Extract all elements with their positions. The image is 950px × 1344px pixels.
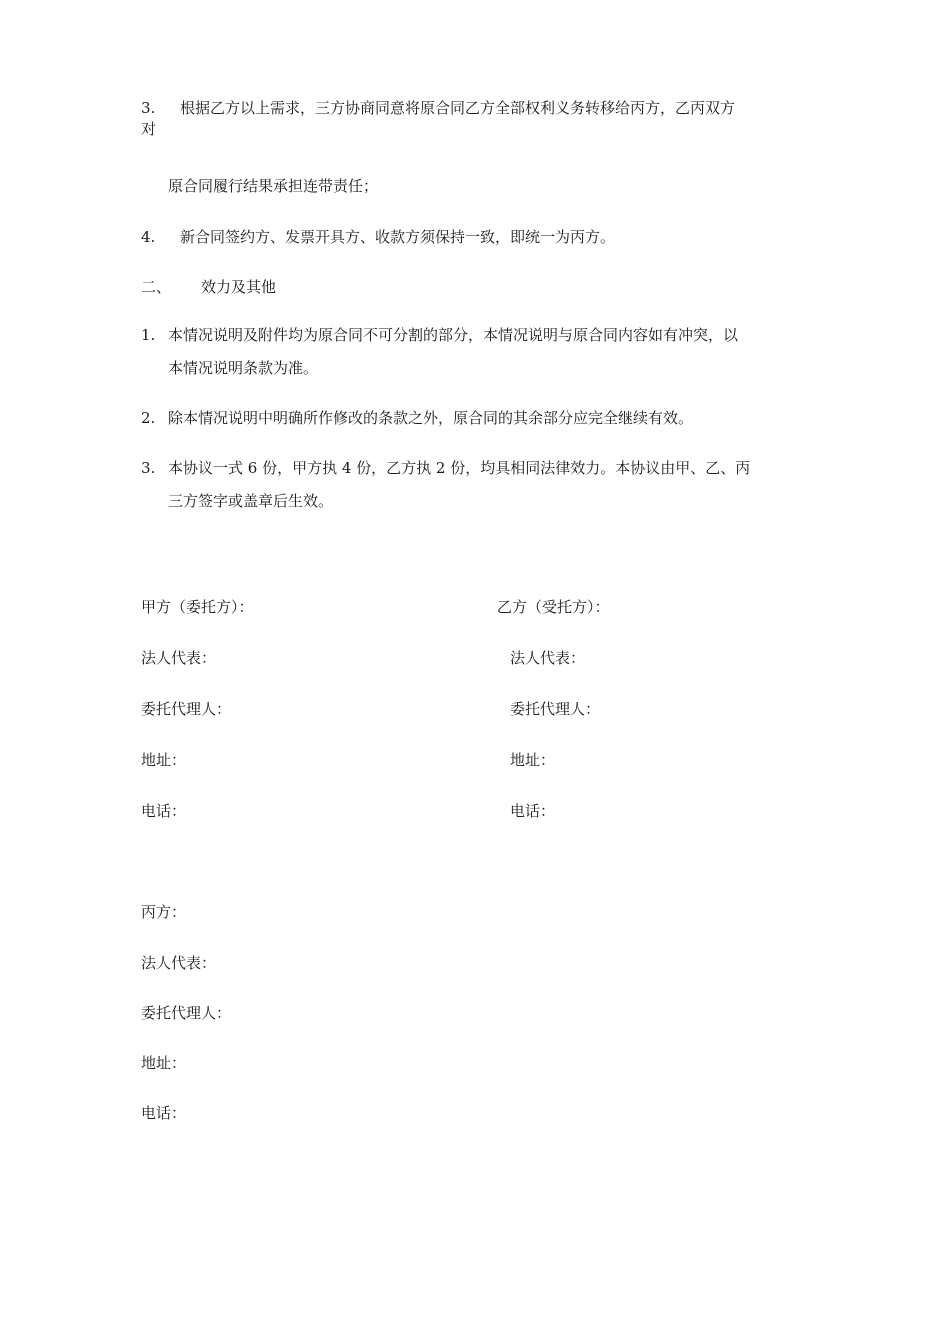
- effect-clause-1-line1: 本情况说明及附件均为原合同不可分割的部分，本情况说明与原合同内容如有冲突，以: [168, 326, 739, 344]
- effect-clause-3-number: 3.: [141, 459, 156, 477]
- effect-clause-1-number: 1.: [141, 326, 156, 344]
- clause-3-text-line1: 根据乙方以上需求，三方协商同意将原合同乙方全部权利义务转移给丙方，乙丙双方: [180, 99, 736, 117]
- party-a-agent: 委托代理人：: [141, 700, 232, 718]
- clause-4-number: 4.: [141, 228, 156, 246]
- party-b-title: 乙方（受托方）：: [497, 598, 610, 616]
- party-a-legal-rep: 法人代表：: [141, 649, 217, 667]
- section-two-number: 二、: [141, 278, 172, 296]
- clause-3-text-wrap: 对: [141, 120, 157, 138]
- party-c-legal-rep: 法人代表：: [141, 954, 217, 972]
- section-two-title: 效力及其他: [201, 278, 277, 296]
- clause-3-number: 3.: [141, 99, 156, 117]
- party-a-address: 地址：: [141, 751, 187, 769]
- party-c-phone: 电话：: [141, 1104, 187, 1122]
- effect-clause-3-line2: 三方签字或盖章后生效。: [168, 492, 334, 510]
- effect-clause-2-number: 2.: [141, 409, 156, 427]
- effect-clause-3-line1: 本协议一式 6 份，甲方执 4 份，乙方执 2 份，均具相同法律效力。本协议由甲、乙、丙: [168, 459, 751, 477]
- effect-clause-1-line2: 本情况说明条款为准。: [168, 359, 319, 377]
- party-b-agent: 委托代理人：: [510, 700, 601, 718]
- effect-clause-2-line1: 除本情况说明中明确所作修改的条款之外，原合同的其余部分应完全继续有效。: [168, 409, 694, 427]
- party-c-agent: 委托代理人：: [141, 1004, 232, 1022]
- party-b-address: 地址：: [510, 751, 556, 769]
- party-b-phone: 电话：: [510, 802, 556, 820]
- party-c-title: 丙方：: [141, 903, 187, 921]
- party-a-title: 甲方（委托方）：: [141, 598, 254, 616]
- party-c-address: 地址：: [141, 1054, 187, 1072]
- clause-3-text-line2: 原合同履行结果承担连带责任；: [168, 177, 379, 195]
- party-b-legal-rep: 法人代表：: [510, 649, 586, 667]
- party-a-phone: 电话：: [141, 802, 187, 820]
- clause-4-text: 新合同签约方、发票开具方、收款方须保持一致，即统一为丙方。: [180, 228, 616, 246]
